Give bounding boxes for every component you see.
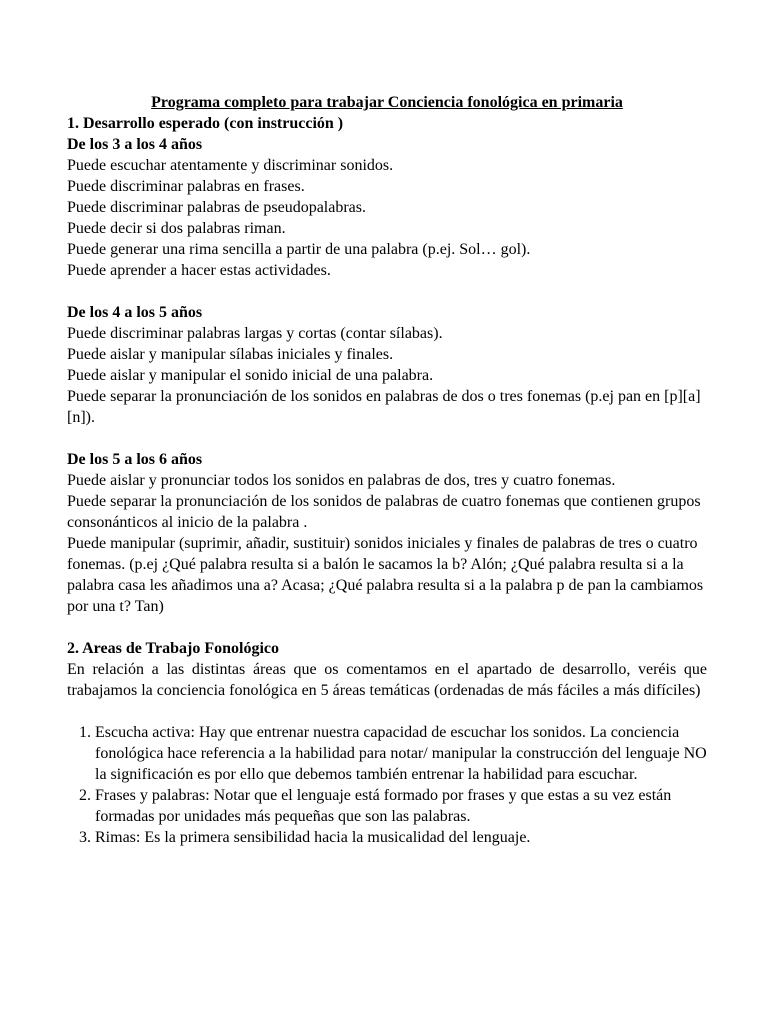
list-item: 2. Frases y palabras: Notar que el lenguaje está formado por frases y que estas a su vez están formadas por unidades más pequeñas que son las palabras. — [95, 785, 707, 827]
group-heading-5-6: De los 5 a los 6 años — [67, 451, 203, 468]
skill-line: Puede separar la pronunciación de los sonidos de palabras de cuatro fonemas que contienen grupos consonánticos al inicio de la palabra . — [67, 493, 701, 531]
skill-line: Puede aislar y pronunciar todos los sonidos en palabras de dos, tres y cuatro fonemas. — [67, 472, 616, 489]
skill-line: Puede aislar y manipular el sonido inicial de una palabra. — [67, 367, 434, 384]
skill-line: Puede manipular (suprimir, añadir, sustituir) sonidos iniciales y finales de palabras de tres o cuatro fonemas. (p.ej ¿Qué palabra resulta si a balón le sacamos la b? Alón; ¿Qué palabra resulta si a la palabra casa les añadimos una a? Acasa; ¿Qué palabra resulta si a la palabra p de pan la cambiamos por una t? Tan) — [67, 535, 704, 615]
skill-line: Puede aprender a hacer estas actividades. — [67, 262, 331, 279]
areas-list — [67, 722, 707, 848]
skill-line: Puede separar la pronunciación de los sonidos en palabras de dos o tres fonemas (p.ej pan en [p][a][n]). — [67, 388, 701, 426]
spacer — [67, 281, 707, 302]
document-page — [67, 92, 707, 848]
group-heading-3-4: De los 3 a los 4 años — [67, 136, 203, 153]
spacer — [67, 428, 707, 449]
spacer — [67, 701, 707, 722]
list-item: 1. Escucha activa: Hay que entrenar nuestra capacidad de escuchar los sonidos. La conciencia fonológica hace referencia a la habilidad para notar/ manipular la construcción del lenguaje NO la significación es por ello que debemos también entrenar la habilidad para escuchar. — [95, 722, 707, 785]
skill-line: Puede escuchar atentamente y discriminar sonidos. — [67, 157, 394, 174]
skill-line: Puede generar una rima sencilla a partir de una palabra (p.ej. Sol… gol). — [67, 241, 531, 258]
skill-line: Puede discriminar palabras en frases. — [67, 178, 305, 195]
section2-intro: En relación a las distintas áreas que os comentamos en el apartado de desarrollo, veréis que trabajamos la conciencia fonológica en 5 áreas temáticas (ordenadas de más fáciles a más difíciles) — [67, 661, 707, 699]
document-title: Programa completo para trabajar Conciencia fonológica en primaria — [151, 94, 623, 111]
list-item: 3. Rimas: Es la primera sensibilidad hacia la musicalidad del lenguaje. — [95, 827, 707, 848]
group-heading-4-5: De los 4 a los 5 años — [67, 304, 203, 321]
skill-line: Puede discriminar palabras largas y cortas (contar sílabas). — [67, 325, 443, 342]
skill-line: Puede discriminar palabras de pseudopalabras. — [67, 199, 367, 216]
skill-line: Puede aislar y manipular sílabas iniciales y finales. — [67, 346, 394, 363]
section2-heading: 2. Areas de Trabajo Fonológico — [67, 640, 279, 657]
spacer — [67, 617, 707, 638]
section1-heading: 1. Desarrollo esperado (con instrucción ) — [67, 115, 344, 132]
skill-line: Puede decir si dos palabras riman. — [67, 220, 286, 237]
